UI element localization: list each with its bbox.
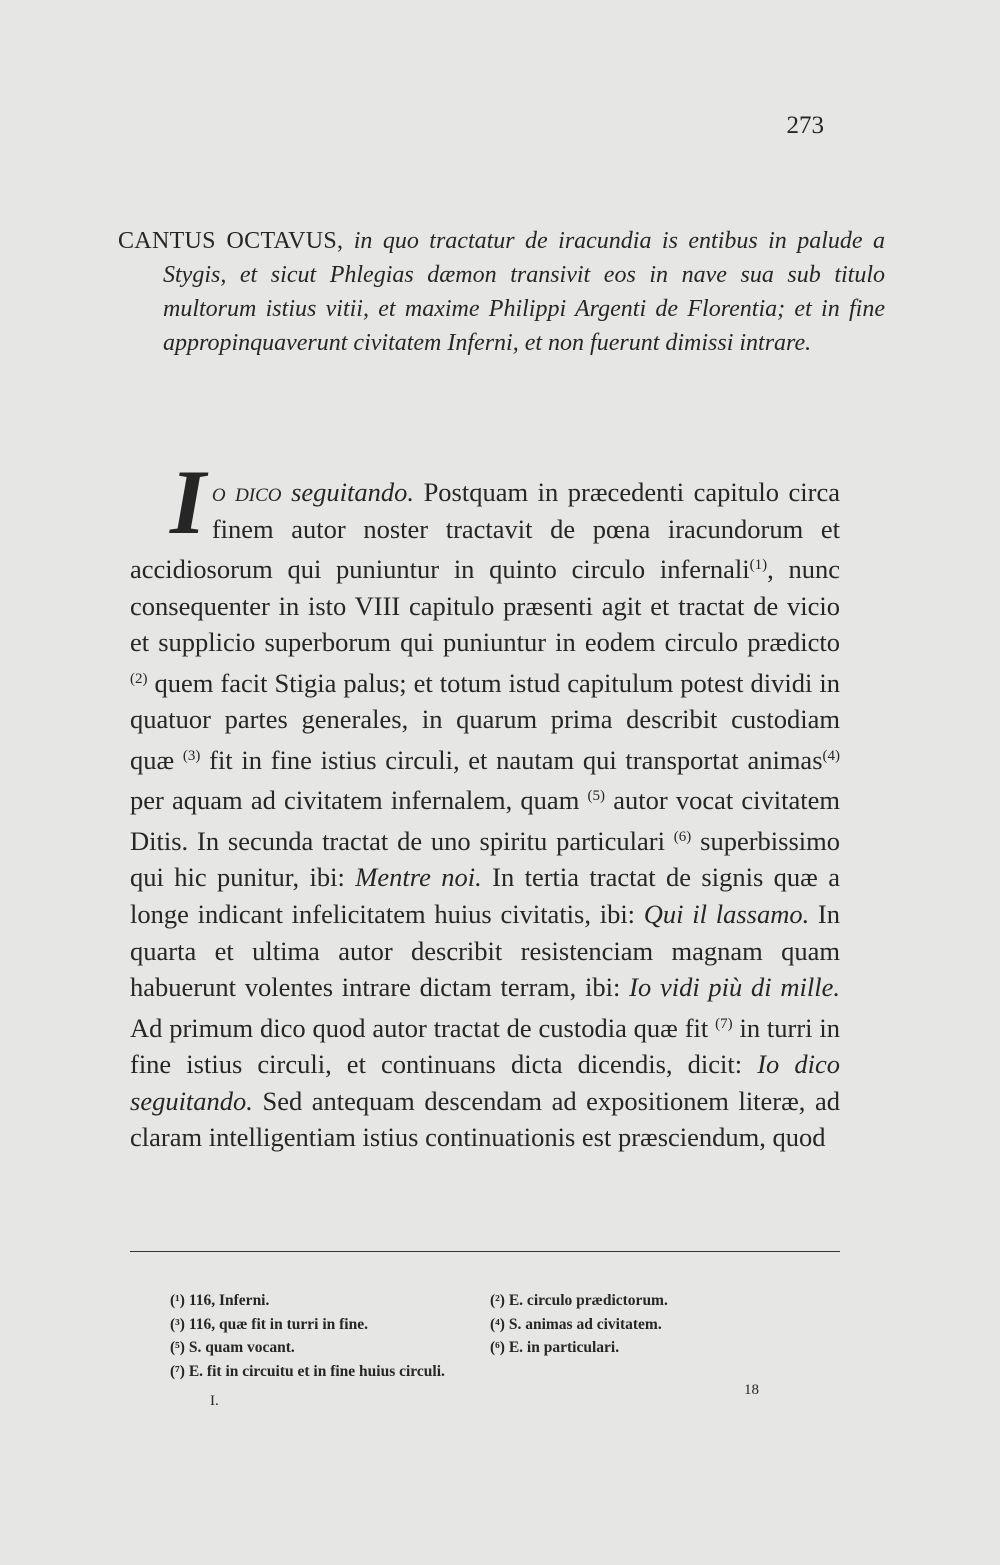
footnote: (²) E. circulo prædictorum. (490, 1292, 668, 1309)
footnote-ref: (6) (673, 828, 692, 845)
body-text-part: fit in fine istius circuli, et nautam qui transportat animas (200, 744, 823, 775)
body-text-part: Postquam in præcedenti capitulo circa finem autor noster tractavit de pœna iracundorum et accidiosorum qui puniuntur in quinto circulo infernali (130, 477, 840, 585)
incipit-smallcaps: o dico (211, 477, 282, 507)
body-text (130, 451, 841, 1156)
quote: Io dico seguitando. (130, 1049, 840, 1116)
footnote-ref: (1) (749, 557, 768, 574)
heading-summary: in quo tractatur de iracundia is entibus in palude a Stygis, et sicut Phlegias dæmon transivit eos in nave sua sub titulo multorum istius vitii, et maxime Philippi Argenti de Florentia; et in fine appropinquaverunt civitatem Inferni, et non fuerunt dimissi intrare. (163, 228, 886, 356)
footnote: (⁷) E. fit in circuitu et in fine huius circuli. (170, 1362, 445, 1380)
footnote: (⁵) S. quam vocant. (170, 1339, 295, 1356)
body-text-part: In quarta et ultima autor describit resistenciam magnam quam habuerunt volentes intrare dictam terram, ibi: (130, 899, 841, 1003)
footnote: (⁴) S. animas ad civitatem. (490, 1315, 662, 1333)
footnote: (⁶) E. in particulari. (490, 1339, 620, 1356)
body-text-part: quem facit Stigia palus; et totum istud capitulum potest dividi in quatuor partes generales, in quarum prima describit custodiam quæ (130, 667, 840, 775)
quote: Qui il lassamo. (643, 899, 810, 930)
quote: Io vidi più di mille. (629, 972, 840, 1003)
body-text-part: in turri in fine istius circuli, et continuans dicta dicendis, dicit: (130, 1012, 841, 1080)
sheet-number: 18 (744, 1382, 759, 1398)
footnotes (170, 1289, 790, 1383)
body-text-part: Sed antequam descendam ad expositionem literæ, ad claram intelligentiam istius continuationis est præsciendum, quod (130, 1085, 840, 1153)
footnote: (³) 116, quæ fit in turri in fine. (170, 1315, 368, 1333)
footnote-ref: (7) (715, 1015, 733, 1032)
signature-mark: I. (210, 1393, 219, 1409)
footnote-ref: (4) (822, 747, 841, 764)
body-text-part: In tertia tractat de signis quæ a longe indicant infelicitatem huius civitatis, ibi: (130, 862, 841, 930)
body-text-part: superbissimo qui hic punitur, ibi: (130, 825, 840, 893)
footnote-ref: (3) (182, 747, 201, 764)
incipit: seguitando. (281, 477, 415, 507)
body-text-part: Ad primum dico quod autor tractat de custodia quæ fit (130, 1012, 709, 1043)
footnote-rule (130, 1251, 840, 1252)
footnote-ref: (2) (130, 670, 148, 687)
heading-lead: CANTUS OCTAVUS, (118, 228, 344, 254)
page-number: 273 (786, 112, 824, 139)
drop-cap: I (170, 451, 206, 553)
body-text-part: autor vocat civitatem Ditis. In secunda tractat de uno spiritu particulari (130, 785, 841, 856)
body-text-part: , nunc consequenter in isto VIII capitulo præsenti agit et tractat de vicio et supplicio superborum qui puniuntur in eodem circulo prædicto (130, 554, 840, 658)
quote: Mentre noi. (355, 862, 482, 893)
footnote: (¹) 116, Inferni. (170, 1292, 270, 1309)
chapter-heading (118, 224, 885, 360)
body-text-part: per aquam ad civitatem infernalem, quam (130, 785, 580, 816)
footnote-ref: (5) (587, 788, 606, 805)
